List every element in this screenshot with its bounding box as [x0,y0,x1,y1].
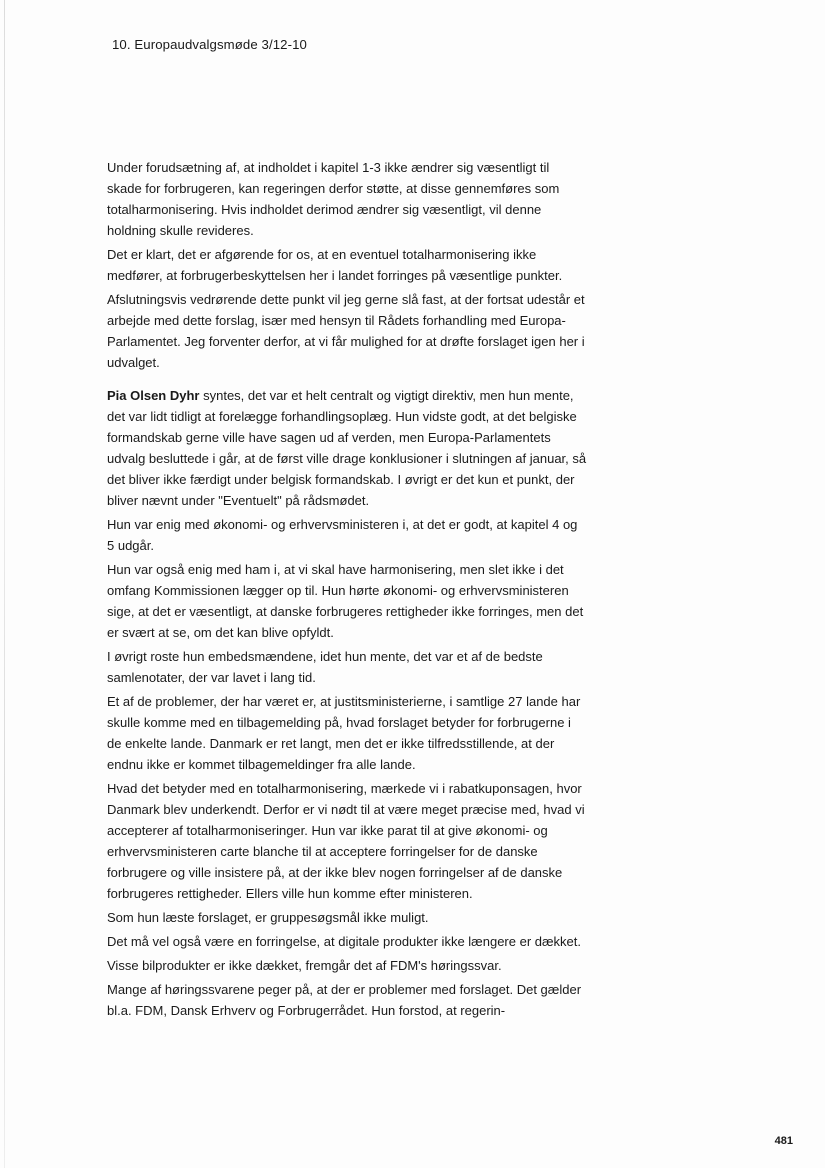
paragraph: Visse bilprodukter er ikke dækket, fremgår det af FDM's høringssvar. [107,958,502,973]
paragraph: Under forudsætning af, at indholdet i kapitel 1-3 ikke ændrer sig væsentligt til skade for forbrugeren, kan regeringen derfor støtte, at disse gennemføres som totalharmonisering. Hvis indholdet derimod ændrer sig væsentligt, vil denne holdning skulle revideres. [107,160,560,238]
paragraph: Hun var også enig med ham i, at vi skal have harmonisering, men slet ikke i det omfang Kommissionen lægger op til. Hun hørte økonomi- og erhvervsministeren sige, at det er væsentligt, at danske forbrugeres rettigheder ikke forringes, men det er svært at se, om det kan blive opfyldt. [107,562,584,640]
paragraph: Det må vel også være en forringelse, at digitale produkter ikke længere er dækket. [107,934,582,949]
page-number: 481 [774,1135,793,1147]
paragraph: Mange af høringssvarene peger på, at der er problemer med forslaget. Det gælder bl.a. FDM, Dansk Erhverv og Forbrugerrådet. Hun forstod, at regerin- [107,982,582,1018]
paragraph: Et af de problemer, der har været er, at justitsministerierne, i samtlige 27 lande har skulle komme med en tilbagemelding på, hvad forslaget betyder for forbrugerne i de enkelte lande. Danmark er ret langt, men det er ikke tilfredsstillende, at der endnu ikke er kommet tilbagemeldinger fra alle lande. [107,694,581,772]
paragraph: Det er klart, det er afgørende for os, at en eventuel totalharmonisering ikke medfører, at forbrugerbeskyttelsen her i landet forringes på væsentlige punkter. [107,247,563,283]
minister-statement [107,157,587,376]
paragraph: Afslutningsvis vedrørende dette punkt vil jeg gerne slå fast, at der fortsat udestår et arbejde med dette forslag, især med hensyn til Rådets forhandling med Europa-Parlamentet. Jeg forventer derfor, at vi får mulighed for at drøfte forslaget igen her i udvalget. [107,292,585,370]
page-header: 10. Europaudvalgsmøde 3/12-10 [112,37,307,52]
scan-edge [4,0,5,1168]
paragraph: Som hun læste forslaget, er gruppesøgsmål ikke muligt. [107,910,429,925]
paragraph: Hvad det betyder med en totalharmonisering, mærkede vi i rabatkuponsagen, hvor Danmark blev underkendt. Derfor er vi nødt til at være meget præcise med, hvad vi accepterer af totalharmoniseringer. Hun var ikke parat til at give økonomi- og erhvervsministeren carte blanche til at acceptere forringelser for de danske forbrugere og ville insistere på, at der ikke blev nogen forringelser af de danske forbrugeres rettigheder. Ellers ville hun komme efter ministeren. [107,781,585,901]
paragraph: Hun var enig med økonomi- og erhvervsministeren i, at det er godt, at kapitel 4 og 5 udgår. [107,517,578,553]
paragraph-text: syntes, det var et helt centralt og vigtigt direktiv, men hun mente, det var lidt tidligt at forelægge forhandlingsoplæg. Hun vidste godt, at det belgiske formandskab gerne ville have sagen ud af verden, men Europa-Parlamentets udvalg besluttede i går, at de først ville drage konklusioner i slutningen af januar, så det bliver ikke færdigt under belgisk formandskab. I øvrigt er det kun et punkt, der bliver nævnt under "Eventuelt" på rådsmødet. [107,388,587,508]
paragraph [107,385,587,511]
speaker-statement [107,385,587,1024]
speaker-name: Pia Olsen Dyhr [107,388,200,403]
paragraph: I øvrigt roste hun embedsmændene, idet hun mente, det var et af de bedste samlenotater, der var lavet i lang tid. [107,649,543,685]
